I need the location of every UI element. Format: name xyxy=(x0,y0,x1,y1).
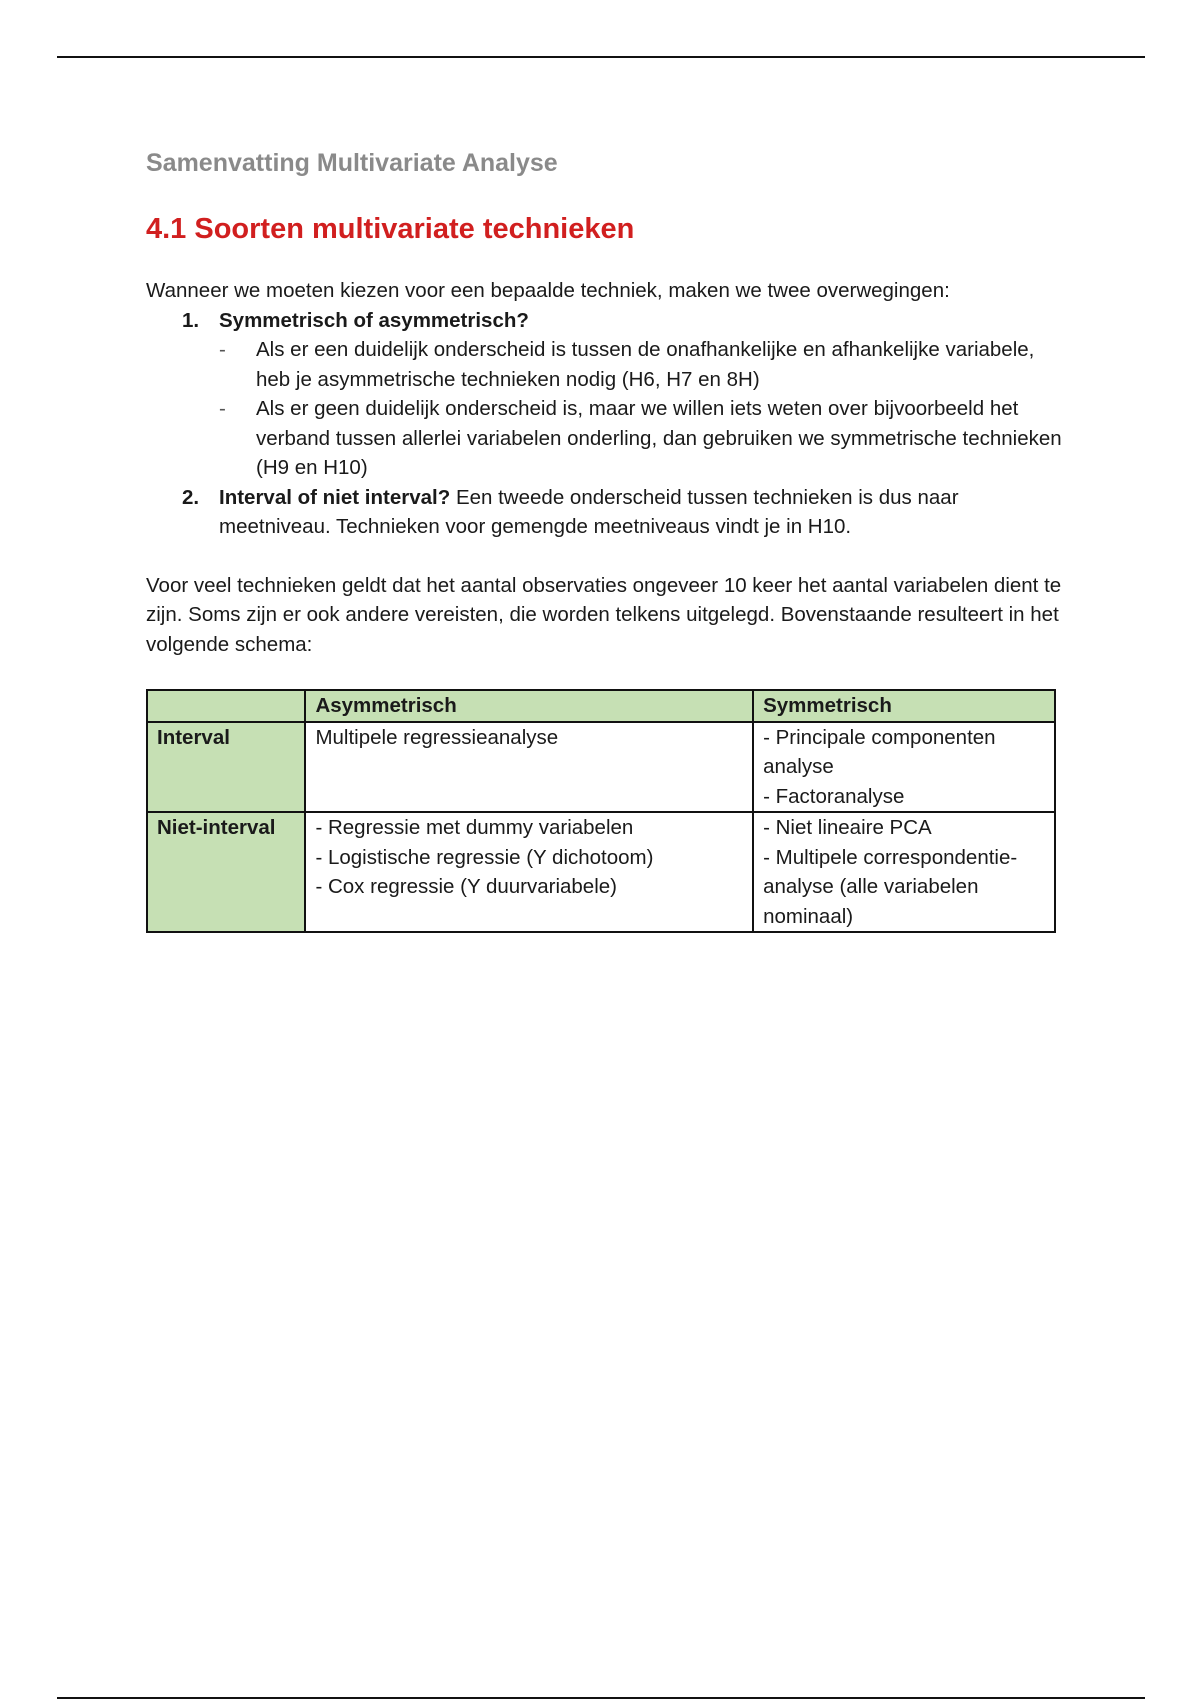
cell-line: - Cox regressie (Y duurvariabele) xyxy=(315,875,617,898)
table-cell xyxy=(305,722,753,813)
sub-list xyxy=(219,335,1066,483)
cell-line: - Principale componenten analyse xyxy=(763,725,996,778)
sub-item-text: Als er geen duidelijk onderscheid is, maar we willen iets weten over bijvoorbeeld het verband tussen allerlei variabelen onderling, dan gebruiken we symmetrische technieken (H9 en H10) xyxy=(256,397,1062,479)
consideration-item xyxy=(146,483,1066,542)
table-header-symmetrisch: Symmetrisch xyxy=(753,690,1055,722)
consideration-item xyxy=(146,306,1066,483)
cell-line: - Niet lineaire PCA xyxy=(763,816,932,839)
dash-bullet: - xyxy=(219,397,226,420)
considerations-list xyxy=(146,306,1066,542)
cell-line: - Factoranalyse xyxy=(763,784,905,808)
table-header-asymmetrisch: Asymmetrisch xyxy=(305,690,753,722)
consideration-heading: Symmetrisch of asymmetrisch? xyxy=(219,308,529,332)
techniques-table xyxy=(146,689,1056,933)
table-header-corner xyxy=(147,690,305,722)
table-row xyxy=(147,812,1055,932)
footer-rule xyxy=(57,1697,1145,1699)
row-label-interval: Interval xyxy=(147,722,305,813)
row-label-niet-interval: Niet-interval xyxy=(147,812,305,932)
cell-line: Multipele regressieanalyse xyxy=(315,725,559,749)
consideration-heading: Interval of niet interval? xyxy=(219,485,451,509)
header-rule xyxy=(57,56,1145,58)
sub-list-item xyxy=(219,394,1066,483)
table-header-row xyxy=(147,690,1055,722)
list-number: 2. xyxy=(182,485,200,509)
schema-intro-paragraph: Voor veel technieken geldt dat het aantal observaties ongeveer 10 keer het aantal variabelen dient te zijn. Soms zijn er ook andere vereisten, die worden telkens uitgelegd. Bovenstaande resulteert in het volgende schema: xyxy=(146,573,1062,656)
table-row xyxy=(147,722,1055,813)
dash-bullet: - xyxy=(219,338,226,361)
document-title: Samenvatting Multivariate Analyse xyxy=(146,149,558,177)
sub-item-text: Als er een duidelijk onderscheid is tussen de onafhankelijke en afhankelijke variabele, heb je asymmetrische technieken nodig (H6, H7 en 8H) xyxy=(256,338,1035,391)
consideration-text: Een tweede onderscheid tussen technieken is dus naar meetniveau. Technieken voor gemengde meetniveaus vindt je in H10. xyxy=(219,485,959,538)
section-heading: 4.1 Soorten multivariate technieken xyxy=(146,213,635,245)
sub-list-item xyxy=(219,335,1066,394)
page-content xyxy=(146,146,1066,933)
table-cell xyxy=(753,812,1055,932)
table-cell xyxy=(305,812,753,932)
intro-paragraph: Wanneer we moeten kiezen voor een bepaalde techniek, maken we twee overwegingen: xyxy=(146,279,950,302)
cell-line: - Multipele correspondentie-analyse (alle variabelen nominaal) xyxy=(763,845,1018,928)
cell-line: - Regressie met dummy variabelen xyxy=(315,816,634,839)
table-cell xyxy=(753,722,1055,813)
list-number: 1. xyxy=(182,308,200,332)
cell-line: - Logistische regressie (Y dichotoom) xyxy=(315,845,654,869)
